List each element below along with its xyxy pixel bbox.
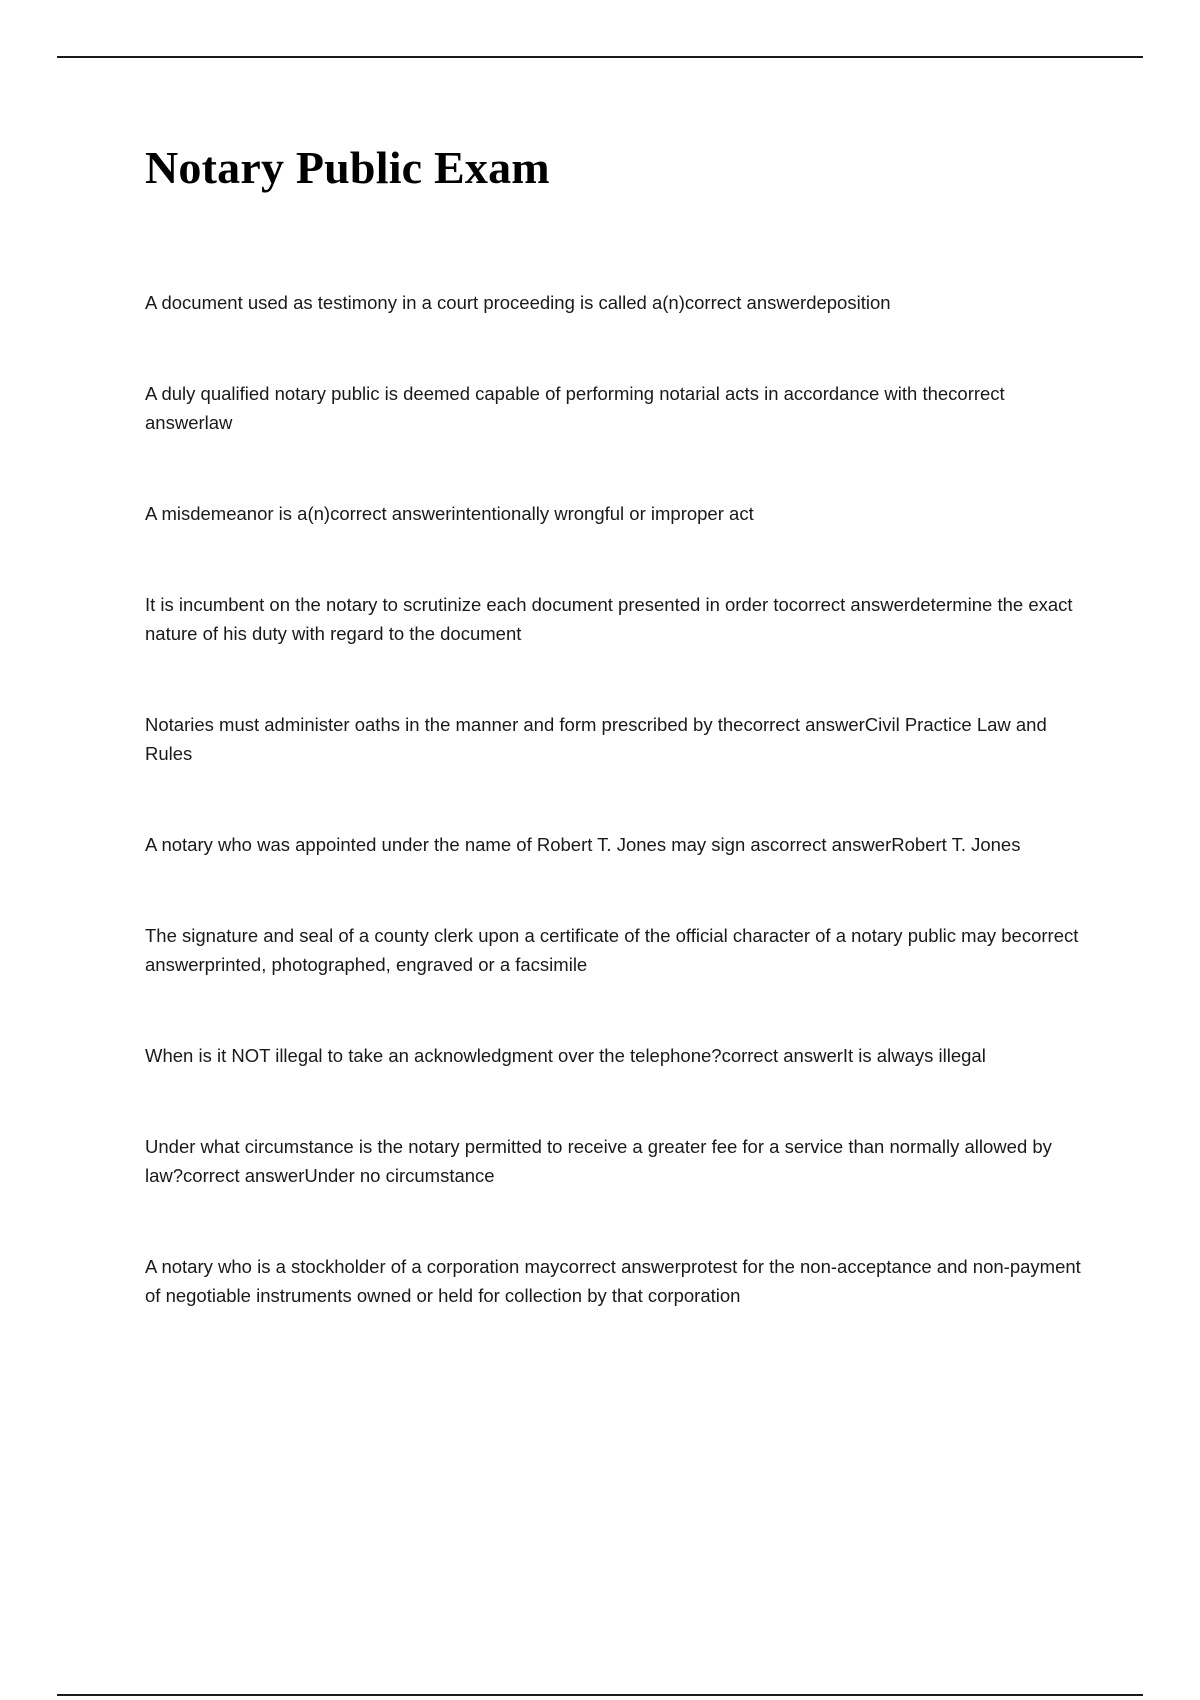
page-title: Notary Public Exam bbox=[145, 142, 550, 193]
qa-item: Under what circumstance is the notary permitted to receive a greater fee for a service than normally allowed by law?correct answerUnder no circumstance bbox=[145, 1136, 1052, 1187]
bottom-rule bbox=[57, 1694, 1143, 1696]
qa-item: When is it NOT illegal to take an acknowledgment over the telephone?correct answerIt is always illegal bbox=[145, 1045, 986, 1067]
qa-item: The signature and seal of a county clerk upon a certificate of the official character of a notary public may becorrect answerprinted, photographed, engraved or a facsimile bbox=[145, 925, 1079, 976]
qa-item: A document used as testimony in a court proceeding is called a(n)correct answerdeposition bbox=[145, 292, 891, 314]
qa-item: Notaries must administer oaths in the manner and form prescribed by thecorrect answerCivil Practice Law and Rules bbox=[145, 714, 1047, 765]
qa-list bbox=[145, 288, 1085, 1310]
qa-item: A duly qualified notary public is deemed capable of performing notarial acts in accordance with thecorrect answerlaw bbox=[145, 383, 1005, 434]
qa-item: It is incumbent on the notary to scrutinize each document presented in order tocorrect answerdetermine the exact nature of his duty with regard to the document bbox=[145, 594, 1073, 645]
document-body bbox=[145, 140, 1085, 1310]
qa-item: A notary who was appointed under the name of Robert T. Jones may sign ascorrect answerRobert T. Jones bbox=[145, 834, 1021, 856]
qa-item: A misdemeanor is a(n)correct answerintentionally wrongful or improper act bbox=[145, 503, 754, 525]
qa-item: A notary who is a stockholder of a corporation maycorrect answerprotest for the non-acceptance and non-payment of negotiable instruments owned or held for collection by that corporation bbox=[145, 1256, 1081, 1307]
top-rule bbox=[57, 56, 1143, 58]
